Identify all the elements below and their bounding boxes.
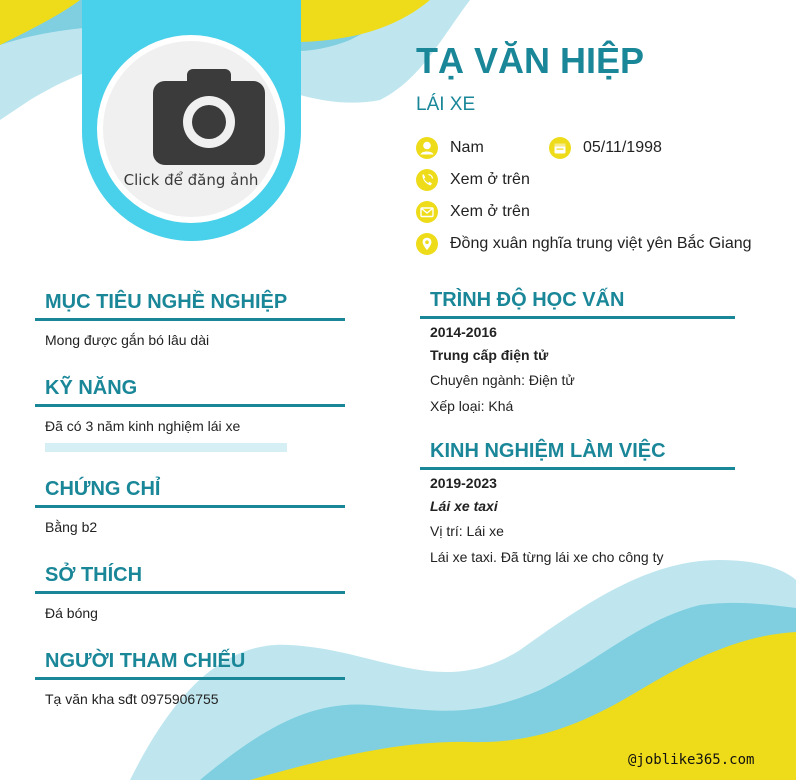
- education-section: [420, 285, 735, 417]
- objective-title: MỤC TIÊU NGHỀ NGHIỆP: [45, 291, 288, 313]
- photo-banner: [82, 0, 301, 241]
- experience-entry: [420, 473, 735, 568]
- birthday-value: 05/11/1998: [583, 139, 662, 156]
- objective-section: [35, 287, 345, 348]
- education-title: TRÌNH ĐỘ HỌC VẤN: [430, 289, 625, 311]
- education-school: Trung cấp điện tử: [430, 347, 549, 363]
- references-section: [35, 646, 345, 707]
- references-rule: [35, 677, 345, 680]
- experience-company: Lái xe taxi: [430, 498, 498, 514]
- job-title: LÁI XE: [416, 94, 476, 115]
- skills-title: KỸ NĂNG: [45, 377, 138, 399]
- experience-period: 2019-2023: [430, 475, 497, 491]
- certificates-rule: [35, 505, 345, 508]
- references-text: Tạ văn kha sđt 0975906755: [45, 691, 219, 707]
- phone-value[interactable]: Xem ở trên: [450, 171, 530, 188]
- education-major: Chuyên ngành: Điện tử: [430, 372, 575, 388]
- candidate-name: TẠ VĂN HIỆP: [416, 40, 645, 81]
- calendar-icon: [549, 137, 571, 159]
- objective-text: Mong được gắn bó lâu dài: [45, 332, 210, 348]
- hobbies-rule: [35, 591, 345, 594]
- gender-value: Nam: [450, 139, 484, 156]
- address-row: [416, 233, 752, 255]
- skill-level-bar: [45, 443, 287, 452]
- skills-rule: [35, 404, 345, 407]
- skills-text: Đã có 3 năm kinh nghiệm lái xe: [45, 418, 241, 434]
- email-row: [416, 201, 530, 223]
- hobbies-text: Đá bóng: [45, 605, 98, 621]
- education-period: 2014-2016: [430, 324, 497, 340]
- footer-handle: @joblike365.com: [628, 752, 755, 768]
- user-icon: [416, 137, 438, 159]
- email-value[interactable]: Xem ở trên: [450, 203, 530, 220]
- hobbies-title: SỞ THÍCH: [45, 564, 143, 586]
- certificates-text: Bằng b2: [45, 519, 98, 535]
- experience-rule: [420, 467, 735, 470]
- mail-icon: [416, 201, 438, 223]
- camera-icon: [153, 69, 265, 165]
- certificates-section: [35, 474, 345, 535]
- skills-section: [35, 373, 345, 452]
- phone-icon: [416, 169, 438, 191]
- experience-title: KINH NGHIỆM LÀM VIỆC: [430, 440, 666, 462]
- certificates-title: CHỨNG CHỈ: [45, 478, 161, 500]
- address-value: Đồng xuân nghĩa trung việt yên Bắc Giang: [450, 235, 752, 252]
- gender-row: [416, 137, 484, 159]
- references-title: NGƯỜI THAM CHIẾU: [45, 650, 246, 672]
- experience-section: [420, 436, 735, 568]
- photo-upload[interactable]: [97, 35, 285, 223]
- phone-row: [416, 169, 530, 191]
- location-pin-icon: [416, 233, 438, 255]
- education-entry: [420, 322, 735, 417]
- photo-upload-caption: Click để đăng ảnh: [123, 171, 259, 189]
- education-rule: [420, 316, 735, 319]
- birthday-row: [549, 137, 662, 159]
- experience-position: Vị trí: Lái xe: [430, 523, 504, 539]
- hobbies-section: [35, 560, 345, 621]
- objective-rule: [35, 318, 345, 321]
- education-grade: Xếp loại: Khá: [430, 398, 514, 414]
- experience-description: Lái xe taxi. Đã từng lái xe cho công ty: [430, 549, 664, 565]
